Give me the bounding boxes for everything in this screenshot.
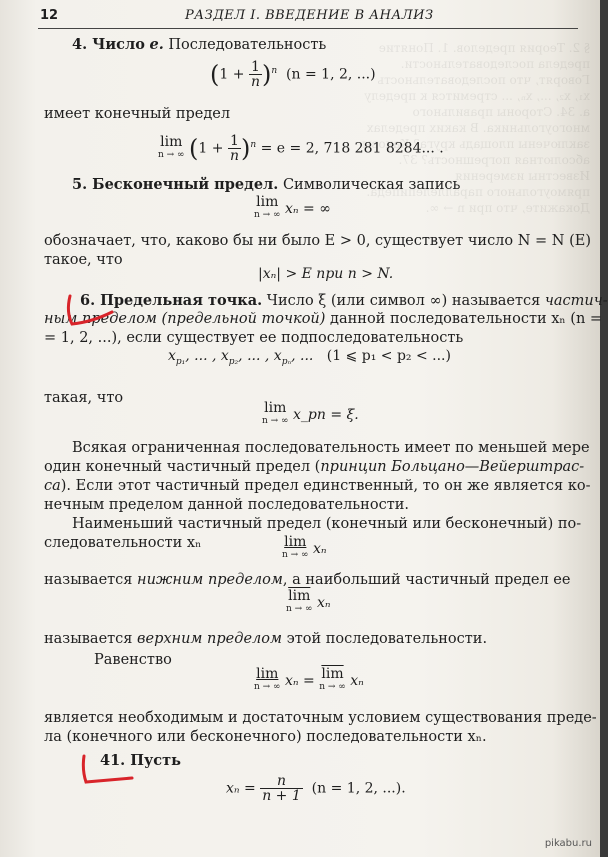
- formula-problem-41: xₙ = $\frac{n}{n + 1}$ (n = 1, 2, ...).: [226, 773, 406, 804]
- problem-41-heading: 41. Пусть: [100, 752, 181, 769]
- section-6-line-3: = 1, 2, ...), если существует ее подпоследовательность: [44, 330, 464, 346]
- para1-line-1: Всякая ограниченная последовательность имеет по меньшей мере: [72, 440, 590, 456]
- para2-line-2: следовательности xₙ: [44, 535, 202, 551]
- formula-infinite-limit: lim n → ∞ xₙ = ∞: [254, 194, 331, 220]
- formula-subseq-limit: lim n → ∞ x_pn = ξ.: [262, 400, 359, 426]
- running-title: РАЗДЕЛ I. ВВЕДЕНИЕ В АНАЛИЗ: [185, 8, 434, 23]
- red-mark-problem-41: [83, 756, 132, 782]
- red-mark-section-6: [68, 296, 112, 324]
- formula-condition: |xₙ| > E при n > N.: [258, 266, 394, 282]
- watermark: pikabu.ru: [544, 838, 592, 849]
- para1-line-2: один конечный частичный предел (принцип Больцано—Вейерштрас-: [44, 459, 585, 475]
- formula-liminf: lim n → ∞ xₙ: [282, 534, 327, 560]
- formula-limsup: $\overline{lim}$ n → ∞ xₙ: [286, 588, 331, 614]
- para1-line-4: нечным пределом данной последовательности.: [44, 497, 409, 513]
- equality-line-1: является необходимым и достаточным условием существования преде-: [44, 710, 597, 726]
- formula-lim-equality: lim n → ∞ xₙ = $\overline{lim}$ n → ∞ xₙ: [254, 666, 364, 692]
- section-5-line-2: такое, что: [44, 252, 123, 268]
- section-4-heading: 4. Число e. Последовательность: [72, 36, 327, 53]
- page-number: 12: [40, 8, 59, 23]
- upper-limit-line: называется верхним пределом этой последовательности.: [44, 631, 488, 647]
- formula-subsequence: $x_{p_1}$, ... , $x_{p_2}$, ... , $x_{p_n}$, ... (1 ⩽ p₁ < p₂ < ...): [168, 348, 451, 367]
- section-6-line-2: ным пределом (предельной точкой) данной последовательности xₙ (n =: [44, 311, 603, 327]
- equality-word: Равенство: [94, 652, 172, 668]
- section-6-line-1: 6. Предельная точка. Число ξ (или символ ∞) называется частич-: [80, 292, 608, 309]
- section-5-line-1: обозначает, что, каково бы ни было E > 0, существует число N = N (E): [44, 233, 591, 249]
- para2-line-1: Наименьший частичный предел (конечный или бесконечный) по-: [72, 516, 582, 532]
- formula-limit-e: lim n → ∞ (1 + $\frac{1}{n}$ )$^n$ = e = 2, 718 281 8284... .: [158, 133, 444, 164]
- lower-limit-line: называется нижним пределом, а наибольший частичный предел ее: [44, 572, 571, 588]
- para1-line-3: са). Если этот частичный предел единственный, то он же является ко-: [44, 478, 591, 494]
- formula-seq-e: (1 + $\frac{1}{n}$ )$^n$ (n = 1, 2, ...): [210, 59, 376, 90]
- such-that-text: такая, что: [44, 390, 124, 406]
- show-through-text: § 2. Теория пределов. 1. Понятие предела последовательности. Говорят, что последовательность x₁, x₂, ..., xₙ, ... стремится к пределу a. 34. Стороны правильного многоугольника. В каких пределах заключены площадь круга? Каковы абсолютная погрешность? 37. Известны измерения прямоугольного параллелепипеда. Докажите, что при n → ∞.: [362, 41, 590, 215]
- equality-line-2: ла (конечного или бесконечного) последовательности xₙ.: [44, 729, 487, 745]
- section-5-heading: 5. Бесконечный предел. Символическая запись: [72, 176, 461, 193]
- has-limit-text: имеет конечный предел: [44, 106, 231, 122]
